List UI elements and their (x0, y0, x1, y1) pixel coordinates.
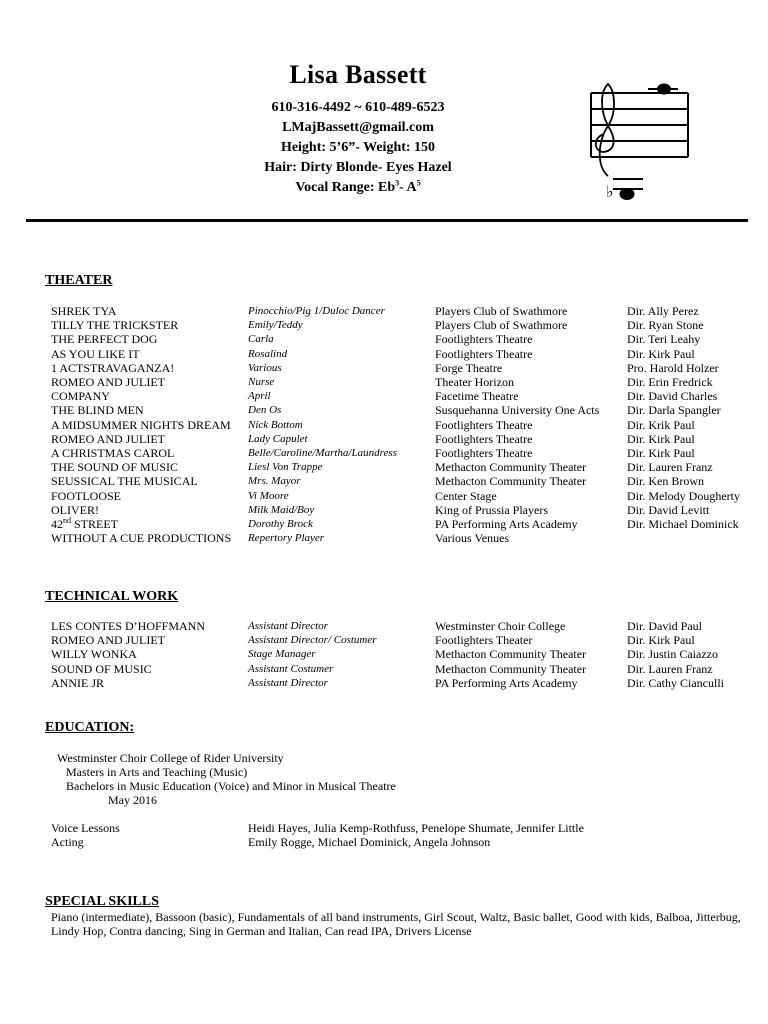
vocal-range-high: - A (399, 180, 417, 195)
vocal-range-label: Vocal Range: Eb (295, 180, 396, 195)
director-name: Dir. Darla Spangler (627, 403, 721, 418)
director-name: Dir. Kirk Paul (627, 446, 695, 460)
company-name: Players Club of Swathmore (435, 304, 568, 318)
skills-heading: SPECIAL SKILLS (45, 894, 159, 909)
skills-text: Piano (intermediate), Bassoon (basic), Fundamentals of all band instruments, Girl Scout, Waltz, Basic ballet, Good with kids, Balboa, Jitterbug, Lindy Hop, Contra dancing, Sing in German and Italian, Can read IPA, Drivers License (51, 910, 741, 938)
education-degree-masters: Masters in Arts and Teaching (Music) (66, 765, 248, 779)
show-title: A MIDSUMMER NIGHTS DREAM (51, 417, 231, 432)
director-name: Dir. David Levitt (627, 502, 710, 517)
show-title: WITHOUT A CUE PRODUCTIONS (51, 531, 232, 546)
company-name: Methacton Community Theater (435, 661, 587, 676)
technical-heading: TECHNICAL WORK (45, 589, 179, 604)
voice-lessons-teachers: Heidi Hayes, Julia Kemp-Rothfuss, Penelope Shumate, Jennifer Little (248, 821, 584, 835)
role-name: Nick Bottom (248, 418, 303, 431)
director-name: Dir. Justin Caiazzo (627, 647, 718, 662)
role-name: Assistant Costumer (248, 662, 334, 675)
education-school: Westminster Choir College of Rider University (57, 751, 284, 765)
company-name: Footlighters Theatre (435, 431, 533, 446)
company-name: PA Performing Arts Academy (435, 675, 578, 690)
acting-label: Acting (51, 835, 84, 849)
header-divider (26, 219, 748, 222)
company-name: PA Performing Arts Academy (435, 517, 578, 531)
director-name: Dir. Ken Brown (627, 474, 704, 489)
role-name: Vi Moore (248, 489, 289, 502)
company-name: Players Club of Swathmore (435, 318, 568, 333)
hair-eyes: Hair: Dirty Blonde- Eyes Hazel (264, 160, 452, 175)
role-name: Mrs. Mayor (248, 475, 301, 488)
role-name: Stage Manager (248, 648, 316, 661)
role-name: Belle/Caroline/Martha/Laundress (248, 447, 397, 459)
education-date: May 2016 (108, 793, 157, 807)
company-name: Facetime Theatre (435, 389, 519, 404)
company-name: Westminster Choir College (435, 619, 566, 633)
show-title: SHREK TYA (51, 304, 117, 318)
company-name: Methacton Community Theater (435, 460, 587, 475)
company-name: Methacton Community Theater (435, 647, 587, 662)
show-title: OLIVER! (51, 502, 99, 517)
role-name: Nurse (248, 376, 275, 388)
company-name: Footlighters Theatre (435, 417, 533, 432)
role-name: Repertory Player (248, 532, 325, 545)
vocal-high-octave: 5 (416, 178, 421, 188)
director-name: Dir. Melody Dougherty (627, 488, 740, 503)
credit-row (0, 361, 768, 375)
show-title: ROMEO AND JULIET (51, 431, 165, 446)
credit-row (0, 304, 768, 318)
director-name: Dir. Cathy Cianculli (627, 675, 724, 690)
role-name: Rosalind (248, 347, 288, 360)
credit-row (0, 460, 768, 474)
role-name: Assistant Director (248, 620, 328, 632)
show-title: COMPANY (51, 389, 110, 404)
credit-row (0, 517, 768, 531)
credit-row (0, 432, 768, 446)
show-title: A CHRISTMAS CAROL (51, 446, 175, 460)
role-name: Carla (248, 333, 274, 346)
company-name: Methacton Community Theater (435, 474, 587, 489)
show-title: ROMEO AND JULIET (51, 375, 165, 389)
credit-row (0, 647, 768, 661)
show-title: LES CONTES D’HOFFMANN (51, 619, 206, 633)
show-title: ANNIE JR (51, 675, 104, 690)
director-name: Dir. Ryan Stone (627, 318, 704, 333)
role-name: Liesl Von Trappe (248, 461, 323, 474)
role-name: Den Os (248, 404, 282, 417)
credit-row (0, 676, 768, 690)
show-title: THE PERFECT DOG (51, 332, 158, 347)
director-name: Pro. Harold Holzer (627, 360, 719, 375)
director-name: Dir. Kirk Paul (627, 633, 695, 648)
email-address: LMajBassett@gmail.com (282, 120, 434, 135)
company-name: Various Venues (435, 531, 510, 546)
role-name: Lady Capulet (248, 432, 308, 445)
director-name: Dir. Ally Perez (627, 304, 699, 318)
director-name: Dir. Lauren Franz (627, 661, 713, 676)
show-title: FOOTLOOSE (51, 488, 122, 503)
acting-teachers: Emily Rogge, Michael Dominick, Angela Johnson (248, 835, 491, 849)
company-name: Footlighters Theatre (435, 346, 533, 361)
credit-row (0, 619, 768, 633)
role-name: Assistant Director/ Costumer (248, 634, 377, 647)
director-name: Dir. Kirk Paul (627, 431, 695, 446)
credit-row (0, 446, 768, 460)
company-name: Forge Theatre (435, 360, 503, 375)
company-name: Footlighters Theater (435, 633, 533, 648)
director-name: Dir. David Paul (627, 619, 702, 633)
credit-row (0, 418, 768, 432)
show-title: TILLY THE TRICKSTER (51, 318, 179, 333)
show-title: THE BLIND MEN (51, 403, 144, 418)
credit-row (0, 531, 768, 545)
credit-row (0, 375, 768, 389)
director-name: Dir. Erin Fredrick (627, 375, 713, 389)
credit-row (0, 403, 768, 417)
credit-row (0, 662, 768, 676)
show-title: WILLY WONKA (51, 647, 137, 662)
role-name: Emily/Teddy (248, 319, 303, 332)
credit-row (0, 332, 768, 346)
show-title: ROMEO AND JULIET (51, 633, 165, 648)
voice-lessons-label: Voice Lessons (51, 821, 120, 835)
company-name: King of Prussia Players (435, 502, 548, 517)
director-name: Dir. Krik Paul (627, 417, 695, 432)
credit-row (0, 503, 768, 517)
vocal-low-octave: 3 (395, 178, 400, 188)
role-name: Various (248, 361, 282, 374)
company-name: Susquehanna University One Acts (435, 403, 600, 418)
show-title: AS YOU LIKE IT (51, 346, 140, 361)
company-name: Center Stage (435, 488, 497, 503)
show-title: 42nd STREET (51, 516, 118, 531)
role-name: April (248, 390, 271, 403)
role-name: Dorothy Brock (248, 518, 313, 530)
credit-row (0, 633, 768, 647)
role-name: Assistant Director (248, 676, 328, 689)
company-name: Footlighters Theatre (435, 446, 533, 460)
director-name: Dir. Michael Dominick (627, 517, 739, 531)
credit-row (0, 389, 768, 403)
applicant-name: Lisa Bassett (289, 60, 427, 89)
show-title: SEUSSICAL THE MUSICAL (51, 474, 198, 489)
theater-heading: THEATER (45, 273, 113, 288)
role-name: Milk Maid/Boy (248, 503, 315, 516)
director-name: Dir. David Charles (627, 389, 718, 404)
company-name: Footlighters Theatre (435, 332, 533, 347)
phone-numbers: 610-316-4492 ~ 610-489-6523 (271, 100, 445, 115)
director-name: Dir. Kirk Paul (627, 346, 695, 361)
credit-row (0, 474, 768, 488)
director-name: Dir. Teri Leahy (627, 332, 701, 347)
education-heading: EDUCATION: (45, 720, 135, 735)
company-name: Theater Horizon (435, 375, 514, 389)
credit-row (0, 489, 768, 503)
music-staff-icon (586, 80, 696, 205)
role-name: Pinocchio/Pig 1/Duloc Dancer (248, 305, 385, 317)
director-name: Dir. Lauren Franz (627, 460, 713, 475)
show-title: THE SOUND OF MUSIC (51, 460, 179, 475)
svg-text:♭: ♭ (606, 182, 614, 201)
height-weight: Height: 5’6”- Weight: 150 (280, 140, 436, 155)
show-title: 1 ACTSTRAVAGANZA! (51, 360, 175, 375)
credit-row (0, 318, 768, 332)
credit-row (0, 347, 768, 361)
show-title: SOUND OF MUSIC (51, 661, 152, 676)
education-degree-bachelors: Bachelors in Music Education (Voice) and Minor in Musical Theatre (66, 779, 396, 793)
